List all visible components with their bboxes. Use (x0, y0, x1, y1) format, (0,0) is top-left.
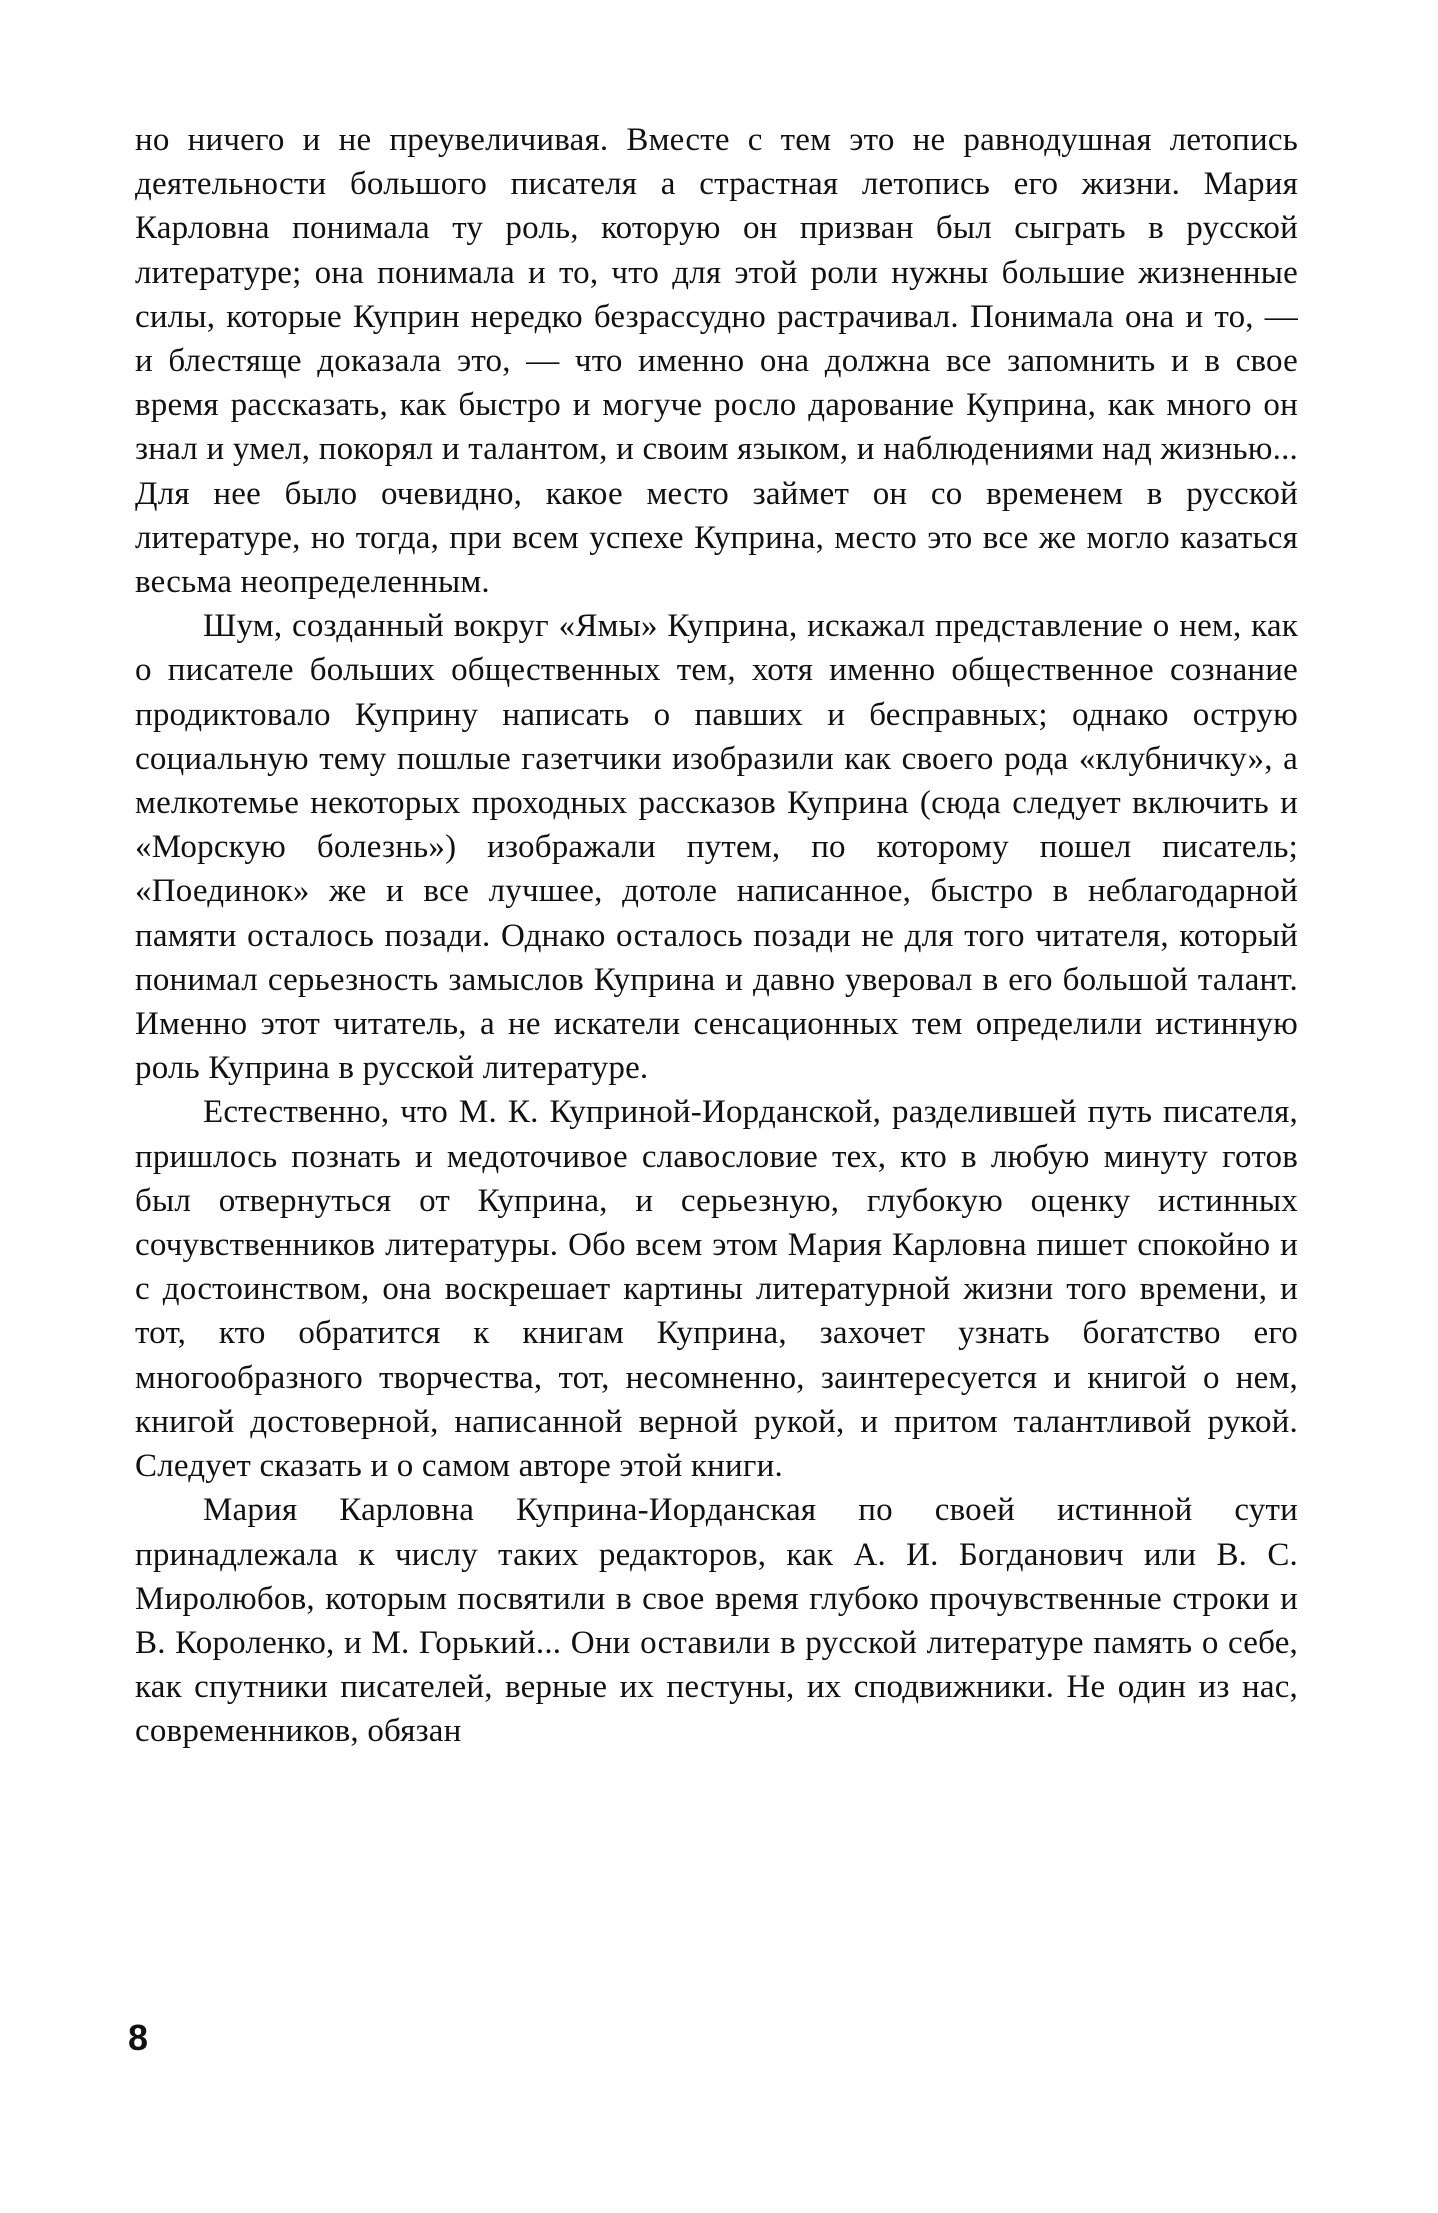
paragraph-continuation: но ничего и не преувеличивая. Вместе с тем это не равнодушная летопись деятельности большого писателя а страстная летопись его жизни. Мария Карловна понимала ту роль, которую он призван был сыграть в русской литературе; она понимала и то, что для этой роли нужны большие жизненные силы, которые Куприн нередко безрассудно растрачивал. Понимала она и то, — и блестяще доказала это, — что именно она должна все запомнить и в свое время рассказать, как быстро и могуче росло дарование Куприна, как много он знал и умел, покорял и талантом, и своим языком, и наблюдениями над жизнью... Для нее было очевидно, какое место займет он со временем в русской литературе, но тогда, при всем успехе Куприна, место это все же могло казаться весьма неопределенным. (135, 122, 1298, 601)
paragraph-editors: Мария Карловна Куприна-Иорданская по своей истинной сути принадлежала к числу таких редакторов, как А. И. Богданович или В. С. Миролюбов, которым посвятили в свое время глубоко прочувственные строки и В. Короленко, и М. Горький... Они оставили в русской литературе память о себе, как спутники писателей, верные их пестуны, их сподвижники. Не один из нас, современников, обязан (135, 1492, 1298, 1750)
page-number: 8 (128, 2017, 149, 2058)
paragraph-kuprina-iordanskaya: Естественно, что М. К. Куприной-Иорданской, разделившей путь писателя, пришлось познать и медоточивое славословие тех, кто в любую минуту готов был отвернуться от Куприна, и серьезную, глубокую оценку истинных сочувственников литературы. Обо всем этом Мария Карловна пишет спокойно и с достоинством, она воскрешает картины литературной жизни того времени, и тот, кто обратится к книгам Куприна, захочет узнать богатство его многообразного творчества, тот, несомненно, заинтересуется и книгой о нем, книгой достоверной, написанной верной рукой, и притом талантливой рукой. Следует сказать и о самом авторе этой книги. (135, 1094, 1298, 1485)
paragraph-yama: Шум, созданный вокруг «Ямы» Куприна, искажал представление о нем, как о писателе больших общественных тем, хотя именно общественное сознание продиктовало Куприну написать о павших и бесправных; однако острую социальную тему пошлые газетчики изобразили как своего рода «клубничку», а мелкотемье некоторых проходных рассказов Куприна (сюда следует включить и «Морскую болезнь») изображали путем, по которому пошел писатель; «Поединок» же и все лучшее, дотоле написанное, быстро в неблагодарной памяти осталось позади. Однако осталось позади не для того читателя, который понимал серьезность замыслов Куприна и давно уверовал в его большой талант. Именно этот читатель, а не искатели сенсационных тем определили истинную роль Куприна в русской литературе. (135, 608, 1298, 1087)
body-text (135, 118, 1298, 1754)
